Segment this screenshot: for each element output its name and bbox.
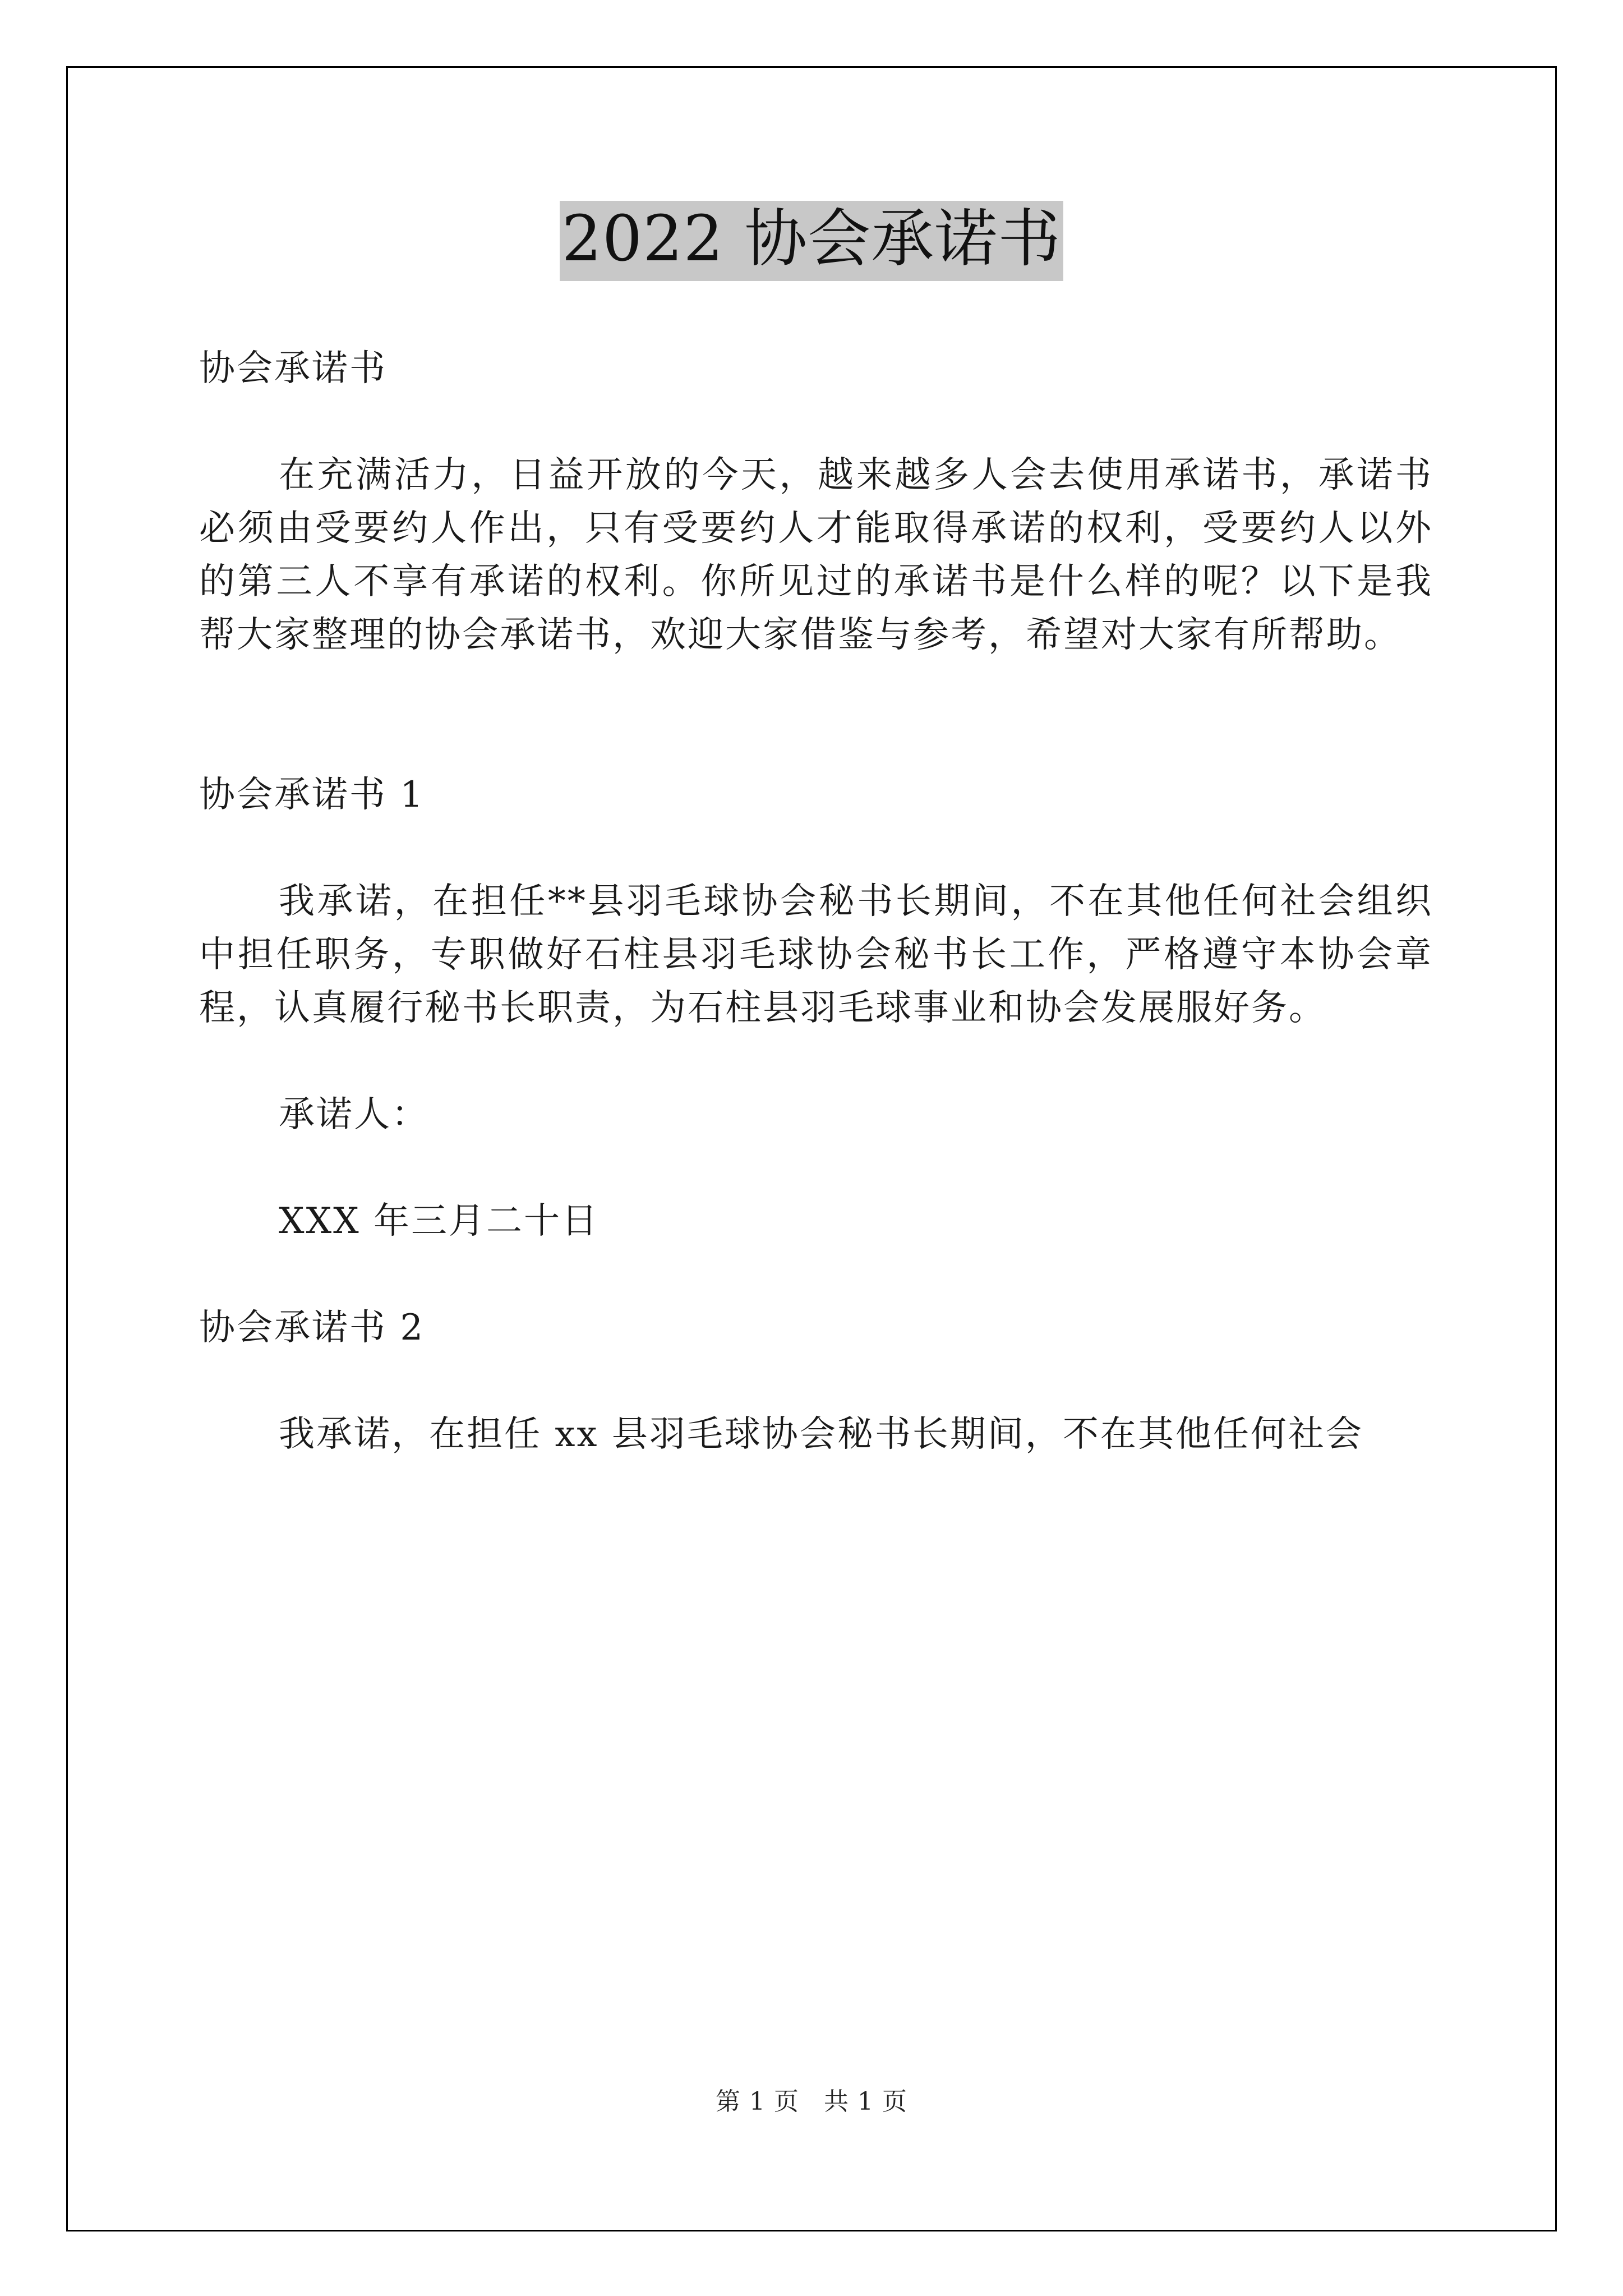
spacer (199, 1142, 1433, 1195)
section-1-date: XXX 年三月二十日 (279, 1200, 600, 1242)
page-number-total: 共 1 页 (824, 2087, 907, 2116)
section-1-heading: 协会承诺书 1 (199, 774, 425, 816)
section-2-paragraph: 我承诺，在担任 xx 县羽毛球协会秘书长期间，不在其他任何社会 (279, 1414, 1363, 1455)
spacer (199, 1248, 1433, 1301)
page-footer (0, 2081, 1623, 2117)
document-body (199, 342, 1433, 1461)
section-1-paragraph: 我承诺，在担任**县羽毛球协会秘书长期间，不在其他任何社会组织中担任职务，专职做好石柱县羽毛球协会秘书长工作，严格遵守本协会章程，认真履行秘书长职责，为石柱县羽毛球事业和协会发展服好务。 (199, 881, 1433, 1029)
spacer (199, 395, 1433, 449)
intro-heading: 协会承诺书 (199, 348, 387, 389)
intro-paragraph: 在充满活力，日益开放的今天，越来越多人会去使用承诺书，承诺书必须由受要约人作出，只有受要约人才能取得承诺的权利，受要约人以外的第三人不享有承诺的权利。你所见过的承诺书是什么样的呢？以下是我帮大家整理的协会承诺书，欢迎大家借鉴与参考，希望对大家有所帮助。 (199, 454, 1433, 656)
spacer (199, 1355, 1433, 1408)
document-title: 2022 协会承诺书 (560, 201, 1064, 281)
spacer (199, 1035, 1433, 1088)
spacer (199, 662, 1433, 769)
title-container (0, 201, 1623, 281)
page-number-current: 第 1 页 (716, 2087, 799, 2116)
section-1-signer: 承诺人： (279, 1094, 429, 1135)
spacer (199, 822, 1433, 875)
section-2-heading: 协会承诺书 2 (199, 1307, 425, 1349)
